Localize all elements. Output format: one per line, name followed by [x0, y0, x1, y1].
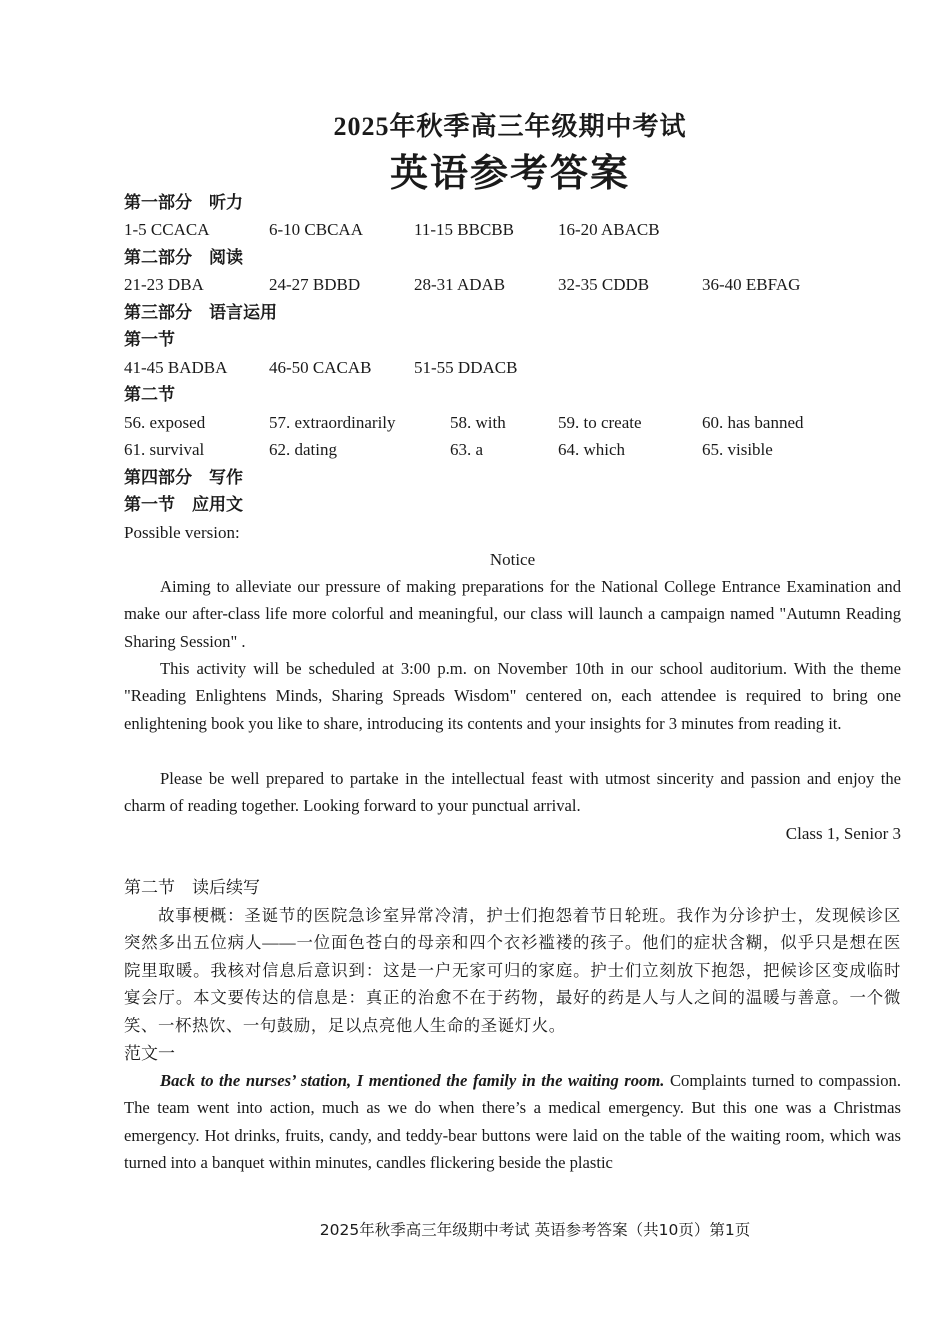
answer-group: 11-15 BBCBB — [414, 220, 514, 239]
part3-heading: 第三部分 语言运用 — [124, 303, 277, 322]
answer-group: 16-20 ABACB — [558, 220, 660, 239]
answer-group: 51-55 DDACB — [414, 358, 518, 377]
answer-group: 46-50 CACAB — [269, 358, 372, 377]
answer-item: 60. has banned — [702, 413, 804, 432]
notice-signature: Class 1, Senior 3 — [785, 824, 901, 843]
answer-group: 1-5 CCACA — [124, 220, 210, 239]
answer-item: 61. survival — [124, 440, 205, 459]
exam-title: 2025年秋季高三年级期中考试 — [333, 112, 687, 141]
answer-group: 6-10 CBCAA — [269, 220, 363, 239]
part3-section2-heading: 第二节 — [124, 385, 175, 404]
part3-section1-heading: 第一节 — [124, 330, 175, 349]
answer-item: 56. exposed — [124, 413, 206, 432]
answer-item: 57. extraordinarily — [269, 413, 396, 432]
part4-section2-heading: 第二节 读后续写 — [124, 878, 260, 897]
answer-group: 28-31 ADAB — [414, 275, 506, 294]
answer-group: 32-35 CDDB — [558, 275, 650, 294]
sample-essay-text: Complaints turned to compassion. The team went into action, much as we do when there’s a medical emergency. But this one was a Christmas emergency. Hot drinks, fruits, candy, and teddy-bear buttons were laid on the table of the waiting room, which was turned into a banquet within minutes, candles flickering beside the plastic — [124, 1071, 901, 1173]
answer-item: 59. to create — [558, 413, 642, 432]
part4-section1-heading: 第一节 应用文 — [124, 495, 243, 514]
part4-heading: 第四部分 写作 — [124, 468, 243, 487]
answer-key-title: 英语参考答案 — [389, 153, 630, 195]
sample-essay-lead: Back to the nurses’ station, I mentioned the family in the waiting room. — [160, 1071, 665, 1090]
answer-item: 62. dating — [269, 440, 337, 459]
answer-group: 21-23 DBA — [124, 275, 204, 294]
part2-heading: 第二部分 阅读 — [124, 248, 243, 267]
answer-group: 36-40 EBFAG — [702, 275, 801, 294]
sample-essay-label: 范文一 — [124, 1044, 175, 1063]
notice-paragraph-1: Aiming to alleviate our pressure of making preparations for the National College Entrance Examination and make our after-class life more colorful and meaningful, our class will launch a campaign named "Autumn Reading Sharing Session" . — [124, 577, 901, 651]
notice-title: Notice — [489, 550, 536, 569]
sample-essay — [124, 1067, 901, 1177]
notice-paragraph-3: Please be well prepared to partake in the intellectual feast with utmost sincerity and passion and enjoy the charm of reading together. Looking forward to your punctual arrival. — [124, 769, 901, 816]
answer-item: 65. visible — [702, 440, 773, 459]
page-footer: 2025年秋季高三年级期中考试 英语参考答案（共10页）第1页 — [319, 1221, 751, 1239]
answer-group: 24-27 BDBD — [269, 275, 361, 294]
story-summary: 故事梗概：圣诞节的医院急诊室异常冷清，护士们抱怨着节日轮班。我作为分诊护士，发现候诊区突然多出五位病人——一位面色苍白的母亲和四个衣衫褴褛的孩子。他们的症状含糊，似乎只是想在医院里取暖。我核对信息后意识到：这是一户无家可归的家庭。护士们立刻放下抱怨，把候诊区变成临时宴会厅。本文要传达的信息是：真正的治愈不在于药物，最好的药是人与人之间的温暖与善意。一个微笑、一杯热饮、一句鼓励，足以点亮他人生命的圣诞灯火。 — [124, 906, 901, 1035]
answer-item: 64. which — [558, 440, 626, 459]
notice-paragraph-2: This activity will be scheduled at 3:00 p.m. on November 10th in our school auditorium. With the theme "Reading Enlightens Minds, Sharing Spreads Wisdom" centered on, each attendee is required to bring one enlightening book you like to share, introducing its contents and your insights for 3 minutes from reading it. — [124, 659, 901, 733]
answer-item: 58. with — [450, 413, 506, 432]
possible-version-label: Possible version: — [124, 523, 240, 542]
answer-group: 41-45 BADBA — [124, 358, 228, 377]
part1-heading: 第一部分 听力 — [124, 193, 243, 212]
answer-item: 63. a — [450, 440, 484, 459]
